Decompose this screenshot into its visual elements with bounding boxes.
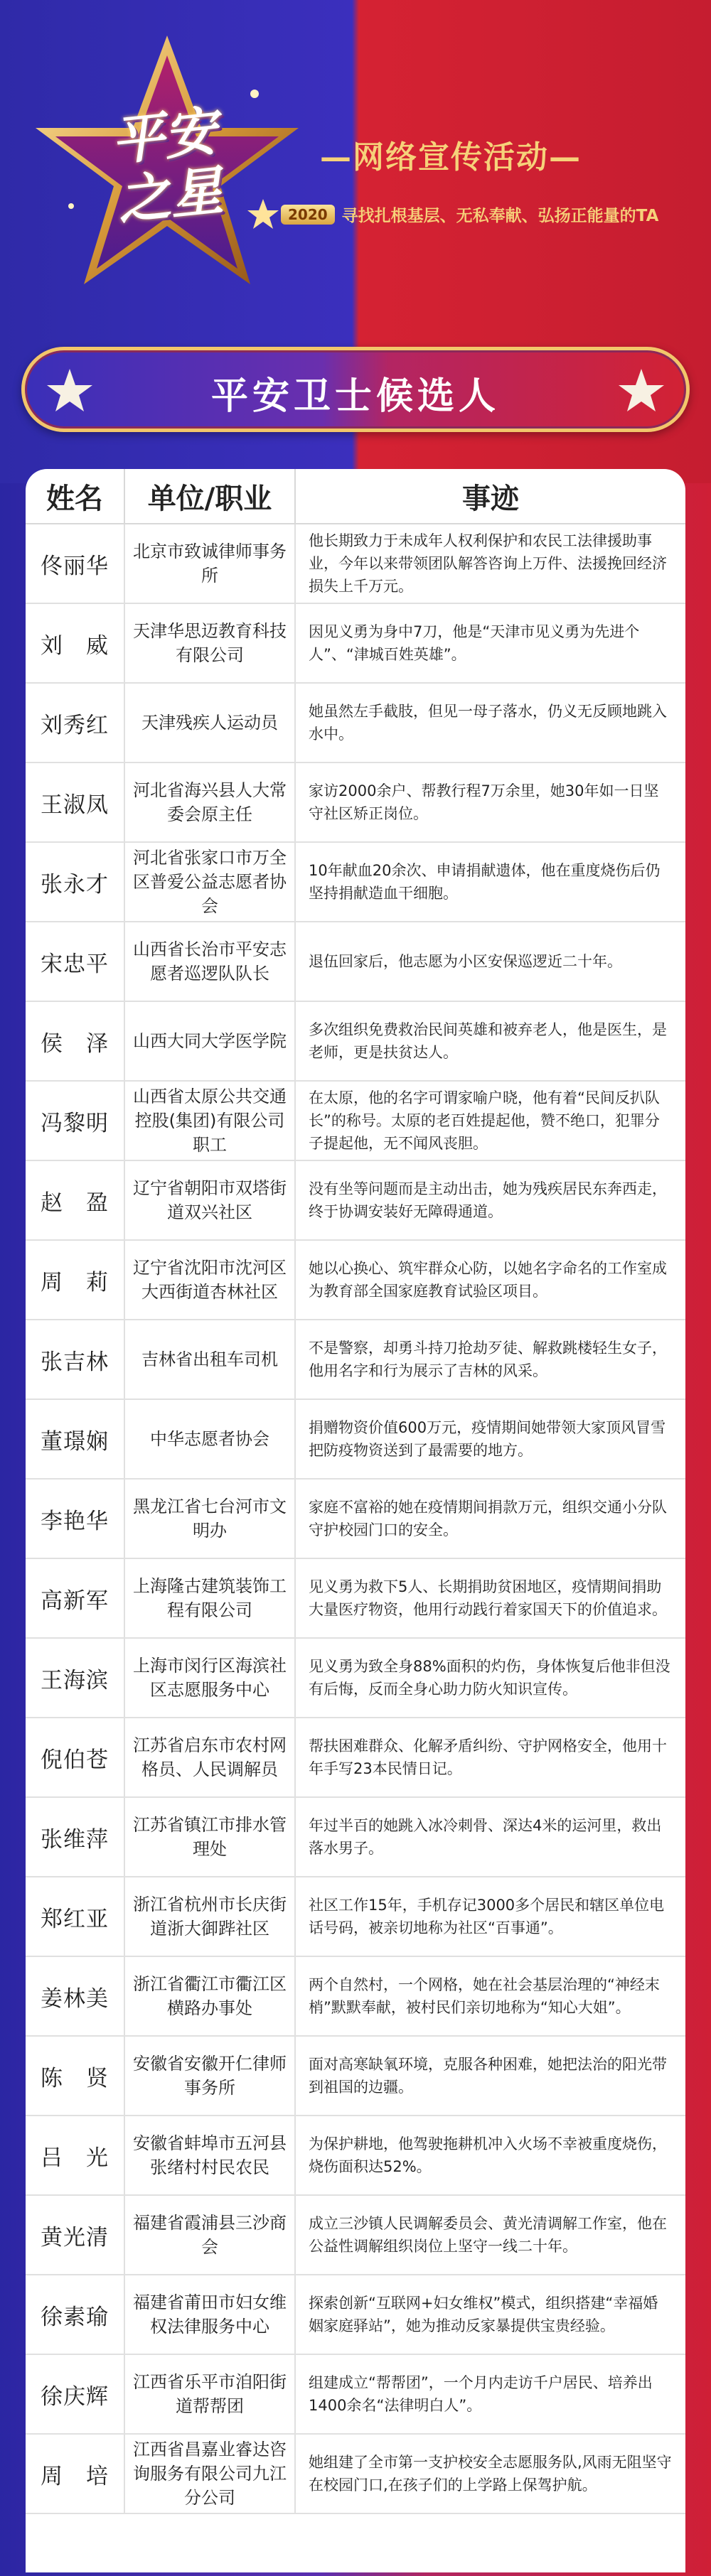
candidate-name: 姜林美 [26, 1957, 125, 2035]
candidate-name: 侯 泽 [26, 1002, 125, 1080]
candidate-unit: 辽宁省沈阳市沈河区大西街道杏林社区 [125, 1241, 296, 1319]
candidate-deed: 捐赠物资价值600万元，疫情期间她带领大家顶风冒雪把防疫物资送到了最需要的地方。 [309, 1419, 666, 1459]
table-row [26, 1559, 685, 1639]
candidate-name: 吕 光 [26, 2116, 125, 2194]
candidate-unit: 天津华思迈教育科技有限公司 [125, 604, 296, 682]
candidate-name: 张永才 [26, 843, 125, 921]
candidate-unit: 江西省乐平市洎阳街道帮帮团 [125, 2355, 296, 2433]
candidate-name: 郑红亚 [26, 1877, 125, 1956]
candidate-table [26, 469, 685, 2572]
candidate-deed: 她以心换心、筑牢群众心防，以她名字命名的工作室成为教育部全国家庭教育试验区项目。 [309, 1260, 667, 1300]
candidate-deed: 他长期致力于未成年人权利保护和农民工法律援助事业，今年以来带领团队解答咨询上万件、法援挽回经济损失上千万元。 [309, 532, 667, 595]
candidate-deed: 组建成立“帮帮团”，一个月内走访千户居民、培养出1400余名“法律明白人”。 [309, 2374, 653, 2414]
candidate-unit: 安徽省安徽开仁律师事务所 [125, 2037, 296, 2115]
table-row [26, 524, 685, 604]
candidate-name: 高新军 [26, 1559, 125, 1637]
candidate-unit: 吉林省出租车司机 [125, 1320, 296, 1399]
candidate-name: 赵 盈 [26, 1161, 125, 1239]
candidate-unit: 山西省长治市平安志愿者巡逻队队长 [125, 922, 296, 1001]
table-row [26, 843, 685, 922]
banner-title: 平安卫士候选人 [210, 375, 500, 418]
candidate-deed: 退伍回家后，他志愿为小区安保巡逻近二十年。 [309, 953, 622, 970]
table-body [26, 524, 685, 2514]
table-row [26, 1957, 685, 2037]
candidate-unit: 山西省太原公共交通控股(集团)有限公司职工 [125, 1082, 296, 1160]
candidate-unit: 河北省海兴县人大常委会原主任 [125, 763, 296, 841]
candidate-name: 王海滨 [26, 1639, 125, 1717]
candidate-name: 李艳华 [26, 1480, 125, 1558]
candidate-unit: 福建省莆田市妇女维权法律服务中心 [125, 2275, 296, 2354]
table-row [26, 1320, 685, 1400]
candidate-name: 徐素瑜 [26, 2275, 125, 2354]
tagline-text: 寻找扎根基层、无私奉献、弘扬正能量的TA [341, 207, 659, 225]
table-row [26, 1718, 685, 1798]
candidate-unit: 安徽省蚌埠市五河县张绪村村民农民 [125, 2116, 296, 2194]
column-header-name: 姓名 [26, 469, 125, 523]
logo-star-icon [28, 28, 306, 306]
candidate-deed: 见义勇为致全身88%面积的灼伤，身体恢复后他非但没有后悔，反而全身心助力防火知识宣传。 [309, 1658, 670, 1698]
candidate-name: 董璟娴 [26, 1400, 125, 1478]
candidate-unit: 天津残疾人运动员 [125, 684, 296, 762]
candidate-deed: 见义勇为救下5人、长期捐助贫困地区，疫情期间捐助大量医疗物资，他用行动践行着家国天下的价值追求。 [309, 1578, 667, 1618]
year-badge: 2020 [281, 205, 335, 225]
candidate-name: 张吉林 [26, 1320, 125, 1399]
table-row [26, 1639, 685, 1718]
candidate-deed: 面对高寒缺氧环境，克服各种困难，她把法治的阳光带到祖国的边疆。 [309, 2056, 667, 2096]
table-row [26, 684, 685, 763]
table-row [26, 922, 685, 1002]
candidate-unit: 河北省张家口市万全区普爱公益志愿者协会 [125, 843, 296, 921]
candidate-deed: 家访2000余户、帮教行程7万余里，她30年如一日坚守社区矫正岗位。 [309, 782, 659, 822]
candidate-deed: 为保护耕地，他驾驶拖耕机冲入火场不幸被重度烧伤，烧伤面积达52%。 [309, 2135, 667, 2175]
column-header-deed: 事迹 [462, 482, 519, 515]
table-row [26, 1798, 685, 1877]
table-row [26, 604, 685, 684]
table-row [26, 2116, 685, 2196]
logo-text: 平安 之星 [108, 100, 226, 232]
candidate-deed: 她虽然左手截肢，但见一母子落水，仍义无反顾地跳入水中。 [309, 703, 667, 743]
candidate-unit: 上海市闵行区海滨社区志愿服务中心 [125, 1639, 296, 1717]
candidate-name: 王淑凤 [26, 763, 125, 841]
candidate-unit: 浙江省衢江市衢江区横路办事处 [125, 1957, 296, 2035]
table-row [26, 1241, 685, 1320]
table-row [26, 1002, 685, 1082]
banner [21, 347, 690, 432]
tagline [281, 203, 658, 226]
table-row [26, 2435, 685, 2514]
table-header [26, 469, 685, 524]
candidate-name: 刘 威 [26, 604, 125, 682]
candidate-unit: 上海隆古建筑装饰工程有限公司 [125, 1559, 296, 1637]
table-row [26, 2355, 685, 2435]
candidate-deed: 成立三沙镇人民调解委员会、黄光清调解工作室，他在公益性调解组织岗位上坚守一线二十年。 [309, 2215, 667, 2255]
subtitle: —网络宣传活动— [320, 139, 582, 176]
candidate-deed: 家庭不富裕的她在疫情期间捐款万元，组织交通小分队守护校园门口的安全。 [309, 1499, 667, 1538]
candidate-unit: 浙江省杭州市长庆街道浙大御跸社区 [125, 1877, 296, 1956]
candidate-deed: 探索创新“互联网+妇女维权”模式，组织搭建“幸福婚姻家庭驿站”，她为推动反家暴提供宝贵经验。 [309, 2295, 658, 2334]
candidate-name: 刘秀红 [26, 684, 125, 762]
candidate-deed: 社区工作15年，手机存记3000多个居民和辖区单位电话号码，被亲切地称为社区“百事通”。 [309, 1897, 665, 1936]
table-row [26, 763, 685, 843]
candidate-deed: 多次组织免费救治民间英雄和被弃老人，他是医生，是老师，更是扶贫达人。 [309, 1021, 667, 1061]
candidate-name: 张维萍 [26, 1798, 125, 1876]
candidate-unit: 中华志愿者协会 [125, 1400, 296, 1478]
table-row [26, 2037, 685, 2116]
candidate-unit: 江西省昌嘉业睿达咨询服务有限公司九江分公司 [125, 2435, 296, 2513]
candidate-unit: 福建省霞浦县三沙商会 [125, 2196, 296, 2274]
candidate-unit: 辽宁省朝阳市双塔街道双兴社区 [125, 1161, 296, 1239]
candidate-deed: 年过半百的她跳入冰冷刺骨、深达4米的运河里，救出落水男子。 [309, 1817, 662, 1857]
table-row [26, 2196, 685, 2275]
candidate-deed: 两个自然村，一个网格，她在社会基层治理的“神经末梢”默默奉献，被村民们亲切地称为“知心大姐”。 [309, 1976, 660, 2016]
star-icon [616, 366, 666, 416]
candidate-name: 徐庆辉 [26, 2355, 125, 2433]
candidate-deed: 帮扶困难群众、化解矛盾纠纷、守护网格安全，他用十年手写23本民情日记。 [309, 1737, 667, 1777]
candidate-unit: 江苏省镇江市排水管理处 [125, 1798, 296, 1876]
table-row [26, 2275, 685, 2355]
candidate-name: 倪伯苍 [26, 1718, 125, 1796]
table-row [26, 1161, 685, 1241]
column-header-unit: 单位/职业 [125, 469, 296, 523]
table-row [26, 1480, 685, 1559]
candidate-deed: 10年献血20余次、申请捐献遗体，他在重度烧伤后仍坚持捐献造血干细胞。 [309, 862, 661, 902]
table-row [26, 1877, 685, 1957]
candidate-name: 宋忠平 [26, 922, 125, 1001]
candidate-name: 周 莉 [26, 1241, 125, 1319]
candidate-deed: 不是警察，却勇斗持刀抢劫歹徒、解救跳楼轻生女子，他用名字和行为展示了吉林的风采。 [309, 1340, 667, 1379]
table-row [26, 1082, 685, 1161]
table-row [26, 1400, 685, 1480]
candidate-name: 冯黎明 [26, 1082, 125, 1160]
candidate-name: 佟丽华 [26, 524, 125, 603]
candidate-unit: 北京市致诚律师事务所 [125, 524, 296, 603]
candidate-deed: 在太原，他的名字可谓家喻户晓，他有着“民间反扒队长”的称号。太原的老百姓提起他，赞不绝口，犯罪分子提起他，无不闻风丧胆。 [309, 1089, 660, 1152]
candidate-deed: 没有坐等问题而是主动出击，她为残疾居民东奔西走，终于协调安装好无障碍通道。 [309, 1180, 667, 1220]
candidate-unit: 山西大同大学医学院 [125, 1002, 296, 1080]
candidate-deed: 因见义勇为身中7刀，他是“天津市见义勇为先进个人”、“津城百姓英雄”。 [309, 623, 640, 663]
candidate-unit: 黑龙江省七台河市文明办 [125, 1480, 296, 1558]
candidate-name: 黄光清 [26, 2196, 125, 2274]
candidate-deed: 她组建了全市第一支护校安全志愿服务队,风雨无阻坚守在校园门口,在孩子们的上学路上保驾护航。 [309, 2454, 672, 2494]
candidate-unit: 江苏省启东市农村网格员、人民调解员 [125, 1718, 296, 1796]
candidate-name: 陈 贤 [26, 2037, 125, 2115]
candidate-name: 周 培 [26, 2435, 125, 2513]
